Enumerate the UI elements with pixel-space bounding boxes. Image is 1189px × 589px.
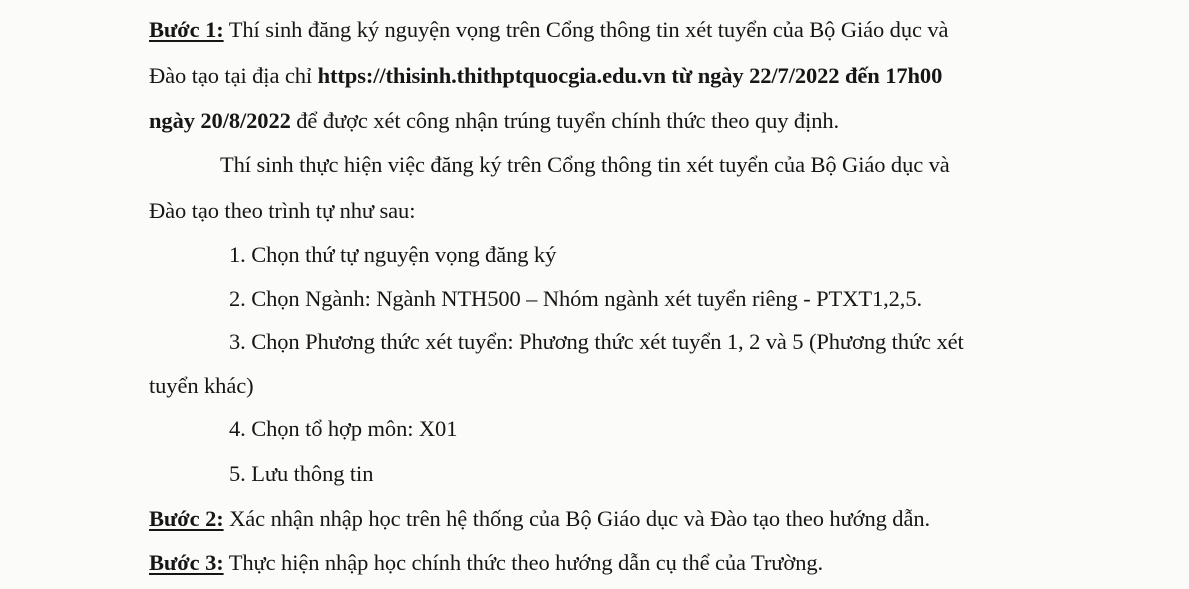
step1-line1-text: Thí sinh đăng ký nguyện vọng trên Cổng thông tin xét tuyển của Bộ Giáo dục và <box>223 17 949 42</box>
step1-line2 <box>149 65 942 88</box>
intro-line2: Đào tạo theo trình tự như sau: <box>149 198 416 223</box>
step1-label: Bước 1: <box>149 17 224 42</box>
list-item-5: 5. Lưu thông tin <box>229 461 374 486</box>
step1-line3-text: để được xét công nhận trúng tuyển chính thức theo quy định. <box>290 108 840 133</box>
step3-text: Thực hiện nhập học chính thức theo hướng dẫn cụ thể của Trường. <box>223 550 824 575</box>
intro-line1: Thí sinh thực hiện việc đăng ký trên Cổng thông tin xét tuyển của Bộ Giáo dục và <box>220 152 950 177</box>
step1-line3 <box>149 110 839 133</box>
step2-label: Bước 2: <box>149 506 224 531</box>
list-item-3-continuation: tuyển khác) <box>149 373 254 398</box>
list-item-2: 2. Chọn Ngành: Ngành NTH500 – Nhóm ngành xét tuyển riêng - PTXT1,2,5. <box>229 286 923 311</box>
step2-line <box>149 508 930 531</box>
list-item-4: 4. Chọn tổ hợp môn: X01 <box>229 416 458 441</box>
step2-text: Xác nhận nhập học trên hệ thống của Bộ Giáo dục và Đào tạo theo hướng dẫn. <box>223 506 931 531</box>
list-item-3: 3. Chọn Phương thức xét tuyển: Phương thức xét tuyển 1, 2 và 5 (Phương thức xét <box>229 329 964 354</box>
step1-line2-bold: https://thisinh.thithptquocgia.edu.vn từ ngày 22/7/2022 đến 17h00 <box>317 63 943 88</box>
step1-line1 <box>149 19 948 42</box>
step3-label: Bước 3: <box>149 550 224 575</box>
step1-line3-bold: ngày 20/8/2022 <box>149 108 291 133</box>
step1-line2-text: Đào tạo tại địa chỉ <box>149 63 318 88</box>
list-item-1: 1. Chọn thứ tự nguyện vọng đăng ký <box>229 242 557 267</box>
step3-line <box>149 552 823 575</box>
